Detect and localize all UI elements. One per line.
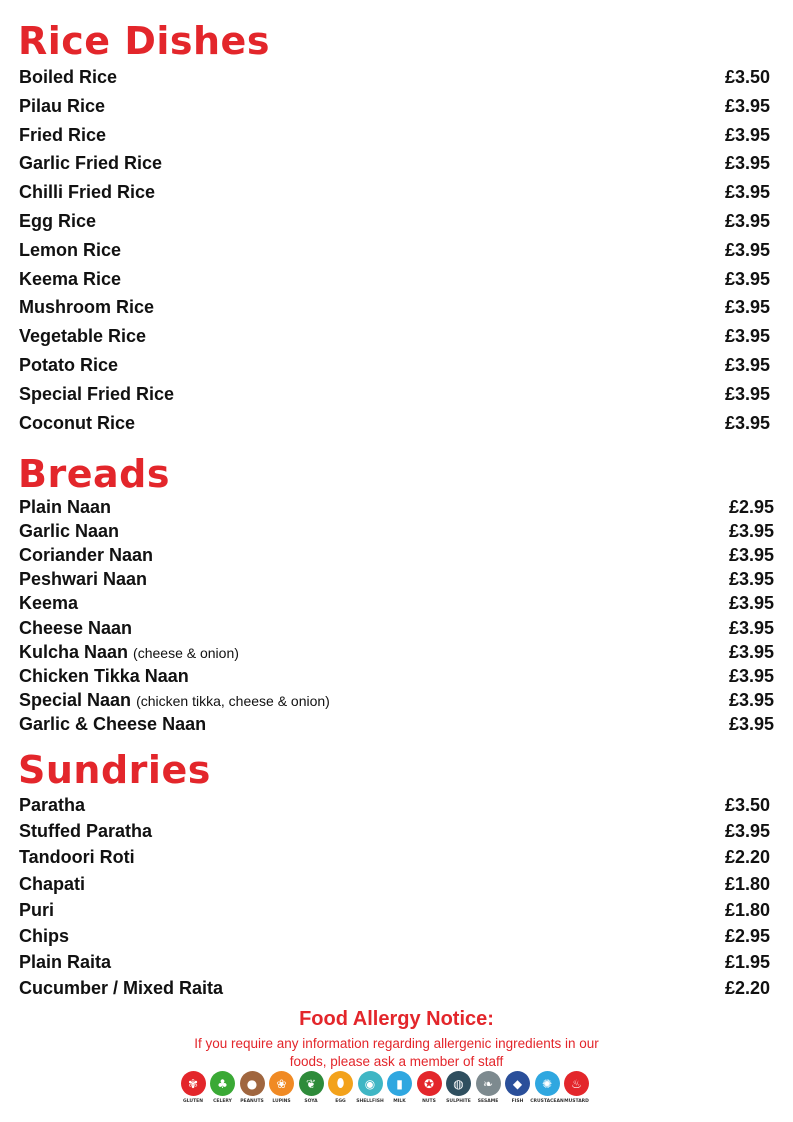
allergen-icon-row [180, 1071, 590, 1104]
allergen-label: EGG [335, 1099, 346, 1104]
item-name-text: Lemon Rice [19, 239, 122, 260]
item-name-text: Coriander Naan [19, 545, 154, 566]
crab-icon: ✺ [535, 1071, 560, 1096]
allergen-label: SOYA [304, 1099, 318, 1104]
item-name-text: Egg Rice [19, 211, 97, 231]
item-name [19, 666, 189, 687]
allergen-nuts [416, 1071, 442, 1104]
item-name [19, 821, 152, 842]
item-name-text: Stuffed Paratha [19, 821, 153, 842]
allergen-label: SESAME [477, 1099, 499, 1104]
sundries-menu-row [19, 821, 770, 842]
breads-menu-row [19, 593, 774, 614]
soya-icon: ❦ [299, 1071, 324, 1096]
nut-icon: ✪ [417, 1071, 442, 1096]
allergen-soya [298, 1071, 324, 1104]
allergy-notice-title: Food Allergy Notice: [299, 1008, 494, 1030]
item-price: £3.95 [724, 268, 770, 289]
item-price: £1.95 [724, 952, 770, 973]
allergen-crustacean [530, 1071, 564, 1104]
allergen-label: SULPHITE [446, 1099, 471, 1104]
allergen-peanuts [239, 1071, 265, 1104]
sundries-menu-row [19, 900, 770, 921]
breads-menu-row [19, 569, 774, 590]
allergen-shellfish [357, 1071, 383, 1104]
rice-menu-row [19, 67, 770, 88]
mustard-icon: ♨ [564, 1071, 589, 1096]
item-name-text: Keema [19, 593, 79, 614]
item-price: £3.95 [728, 593, 774, 614]
item-name [19, 125, 106, 146]
item-price: £3.95 [724, 297, 770, 318]
allergy-notice [0, 1008, 793, 1071]
item-price: £3.50 [724, 67, 770, 87]
item-name [19, 690, 330, 711]
item-name [19, 153, 162, 174]
item-name [19, 847, 135, 868]
item-name-text: Chapati [19, 873, 86, 894]
item-name-text: Vegetable Rice [19, 326, 147, 347]
item-name [19, 521, 119, 542]
item-name [19, 182, 155, 203]
item-name [19, 926, 69, 947]
allergen-milk [387, 1071, 413, 1104]
item-name-text: Paratha [19, 795, 86, 815]
item-name [19, 240, 121, 261]
item-price: £3.95 [728, 689, 774, 710]
item-price: £2.95 [724, 926, 770, 946]
item-name-text: Garlic & Cheese Naan [19, 713, 207, 734]
peanut-icon: ● [240, 1071, 265, 1096]
sesame-icon: ❧ [476, 1071, 501, 1096]
breads-menu-row [19, 714, 774, 735]
allergen-sulphite [446, 1071, 472, 1104]
item-price: £1.80 [724, 873, 770, 894]
sundries-menu-row [19, 874, 770, 895]
item-name [19, 795, 85, 816]
item-name-text: Pilau Rice [19, 95, 106, 116]
rice-menu-row [19, 211, 770, 232]
allergen-lupins [269, 1071, 295, 1104]
sundries-menu-row [19, 952, 770, 973]
breads-menu-row [19, 521, 774, 542]
item-name [19, 569, 147, 590]
item-name [19, 618, 132, 639]
item-name-text: Plain Naan [19, 497, 112, 517]
item-price: £3.95 [724, 153, 770, 174]
rice-menu-row [19, 297, 770, 318]
item-price: £3.95 [724, 239, 770, 260]
rice-menu-row [19, 269, 770, 290]
allergen-label: FISH [511, 1099, 524, 1104]
sundries-menu-row [19, 847, 770, 868]
item-name-text: Garlic Naan [19, 521, 120, 542]
rice-menu-row [19, 413, 770, 434]
allergen-egg [328, 1071, 354, 1104]
allergen-label: MILK [393, 1099, 406, 1104]
item-name-text: Chilli Fried Rice [19, 182, 156, 203]
item-name-text: Boiled Rice [19, 67, 118, 87]
breads-menu-row [19, 666, 774, 687]
item-name [19, 952, 111, 973]
item-name [19, 384, 174, 405]
wheat-icon: ✾ [181, 1071, 206, 1096]
allergy-notice-line-2: foods, please ask a member of staff [289, 1054, 504, 1069]
item-name [19, 545, 153, 566]
allergen-fish [505, 1071, 531, 1104]
item-price: £3.95 [724, 182, 770, 203]
item-price: £3.95 [724, 821, 770, 842]
item-price: £3.95 [724, 95, 770, 116]
milk-icon: ▮ [387, 1071, 412, 1096]
item-price: £3.95 [724, 412, 770, 433]
item-price: £3.95 [728, 545, 774, 566]
item-name [19, 497, 111, 518]
item-price: £3.95 [728, 665, 774, 686]
item-name [19, 326, 146, 347]
item-note: (cheese & onion) [133, 644, 239, 661]
rice-menu-row [19, 182, 770, 203]
breads-menu-row [19, 618, 774, 639]
item-price: £3.95 [728, 641, 774, 662]
item-name [19, 413, 135, 434]
item-name-text: Plain Raita [19, 952, 112, 973]
item-name [19, 978, 223, 999]
allergen-celery [210, 1071, 236, 1104]
allergen-mustard [564, 1071, 590, 1104]
item-name-text: Coconut Rice [19, 412, 136, 433]
rice-section-title: Rice Dishes [18, 19, 270, 63]
item-name-text: Puri [19, 899, 55, 920]
sundries-menu-row [19, 926, 770, 947]
item-price: £3.95 [724, 124, 770, 145]
item-name [19, 96, 105, 117]
sundries-section-title: Sundries [18, 748, 211, 792]
rice-menu-row [19, 96, 770, 117]
rice-menu-row [19, 153, 770, 174]
item-name-text: Fried Rice [19, 124, 107, 145]
item-name-text: Peshwari Naan [19, 569, 148, 590]
shell-icon: ◉ [358, 1071, 383, 1096]
rice-menu-row [19, 125, 770, 146]
item-name-text: Cheese Naan [19, 617, 133, 638]
breads-section-title: Breads [18, 452, 170, 496]
fish-icon: ◆ [505, 1071, 530, 1096]
allergen-sesame [475, 1071, 501, 1104]
item-name [19, 211, 96, 232]
allergy-notice-line-1: If you require any information regarding allergenic ingredients in our [194, 1036, 599, 1051]
item-price: £3.95 [724, 383, 770, 404]
item-price: £3.50 [724, 795, 770, 815]
rice-menu-row [19, 326, 770, 347]
item-price: £3.95 [724, 355, 770, 375]
allergen-label: LUPINS [272, 1099, 291, 1104]
item-name [19, 269, 121, 290]
rice-menu-row [19, 355, 770, 376]
rice-menu-row [19, 240, 770, 261]
item-note: (chicken tikka, cheese & onion) [136, 692, 330, 709]
allergen-label: CRUSTACEAN [530, 1099, 564, 1104]
item-name [19, 714, 206, 735]
breads-menu-row [19, 690, 774, 711]
item-name [19, 593, 78, 614]
item-name [19, 642, 239, 663]
item-price: £1.80 [724, 899, 770, 920]
rice-menu-row [19, 384, 770, 405]
item-price: £3.95 [728, 569, 774, 590]
item-name [19, 874, 85, 895]
allergen-gluten [180, 1071, 206, 1104]
item-name-text: Kulcha Naan [19, 641, 129, 662]
item-price: £3.95 [728, 713, 774, 734]
item-name-text: Special Fried Rice [19, 383, 175, 404]
breads-menu-row [19, 545, 774, 566]
egg-icon: ⬮ [328, 1071, 353, 1096]
allergen-label: CELERY [213, 1099, 232, 1104]
breads-menu-row [19, 642, 774, 663]
item-price: £2.20 [724, 978, 770, 999]
item-price: £3.95 [728, 617, 774, 638]
sulphite-icon: ◍ [446, 1071, 471, 1096]
allergen-label: NUTS [422, 1099, 436, 1104]
allergen-label: GLUTEN [183, 1099, 203, 1104]
allergen-label: MUSTARD [564, 1099, 589, 1104]
sundries-menu-row [19, 978, 770, 999]
item-price: £3.95 [724, 211, 770, 231]
item-name [19, 900, 54, 921]
sundries-menu-row [19, 795, 770, 816]
item-price: £2.95 [728, 497, 774, 517]
item-name-text: Special Naan [19, 689, 132, 710]
item-name-text: Mushroom Rice [19, 297, 155, 318]
item-name-text: Chicken Tikka Naan [19, 665, 189, 686]
item-price: £2.20 [724, 847, 770, 868]
item-name [19, 67, 117, 88]
item-price: £3.95 [728, 521, 774, 542]
item-price: £3.95 [724, 326, 770, 347]
celery-icon: ♣ [210, 1071, 235, 1096]
item-name-text: Garlic Fried Rice [19, 153, 163, 174]
item-name [19, 355, 118, 376]
breads-menu-row [19, 497, 774, 518]
item-name-text: Potato Rice [19, 355, 119, 375]
lupin-icon: ❀ [269, 1071, 294, 1096]
item-name-text: Tandoori Roti [19, 847, 135, 868]
item-name-text: Keema Rice [19, 268, 122, 289]
item-name-text: Cucumber / Mixed Raita [19, 978, 224, 999]
allergen-label: PEANUTS [240, 1099, 264, 1104]
allergen-label: SHELLFISH [356, 1099, 384, 1104]
item-name-text: Chips [19, 926, 70, 946]
item-name [19, 297, 154, 318]
